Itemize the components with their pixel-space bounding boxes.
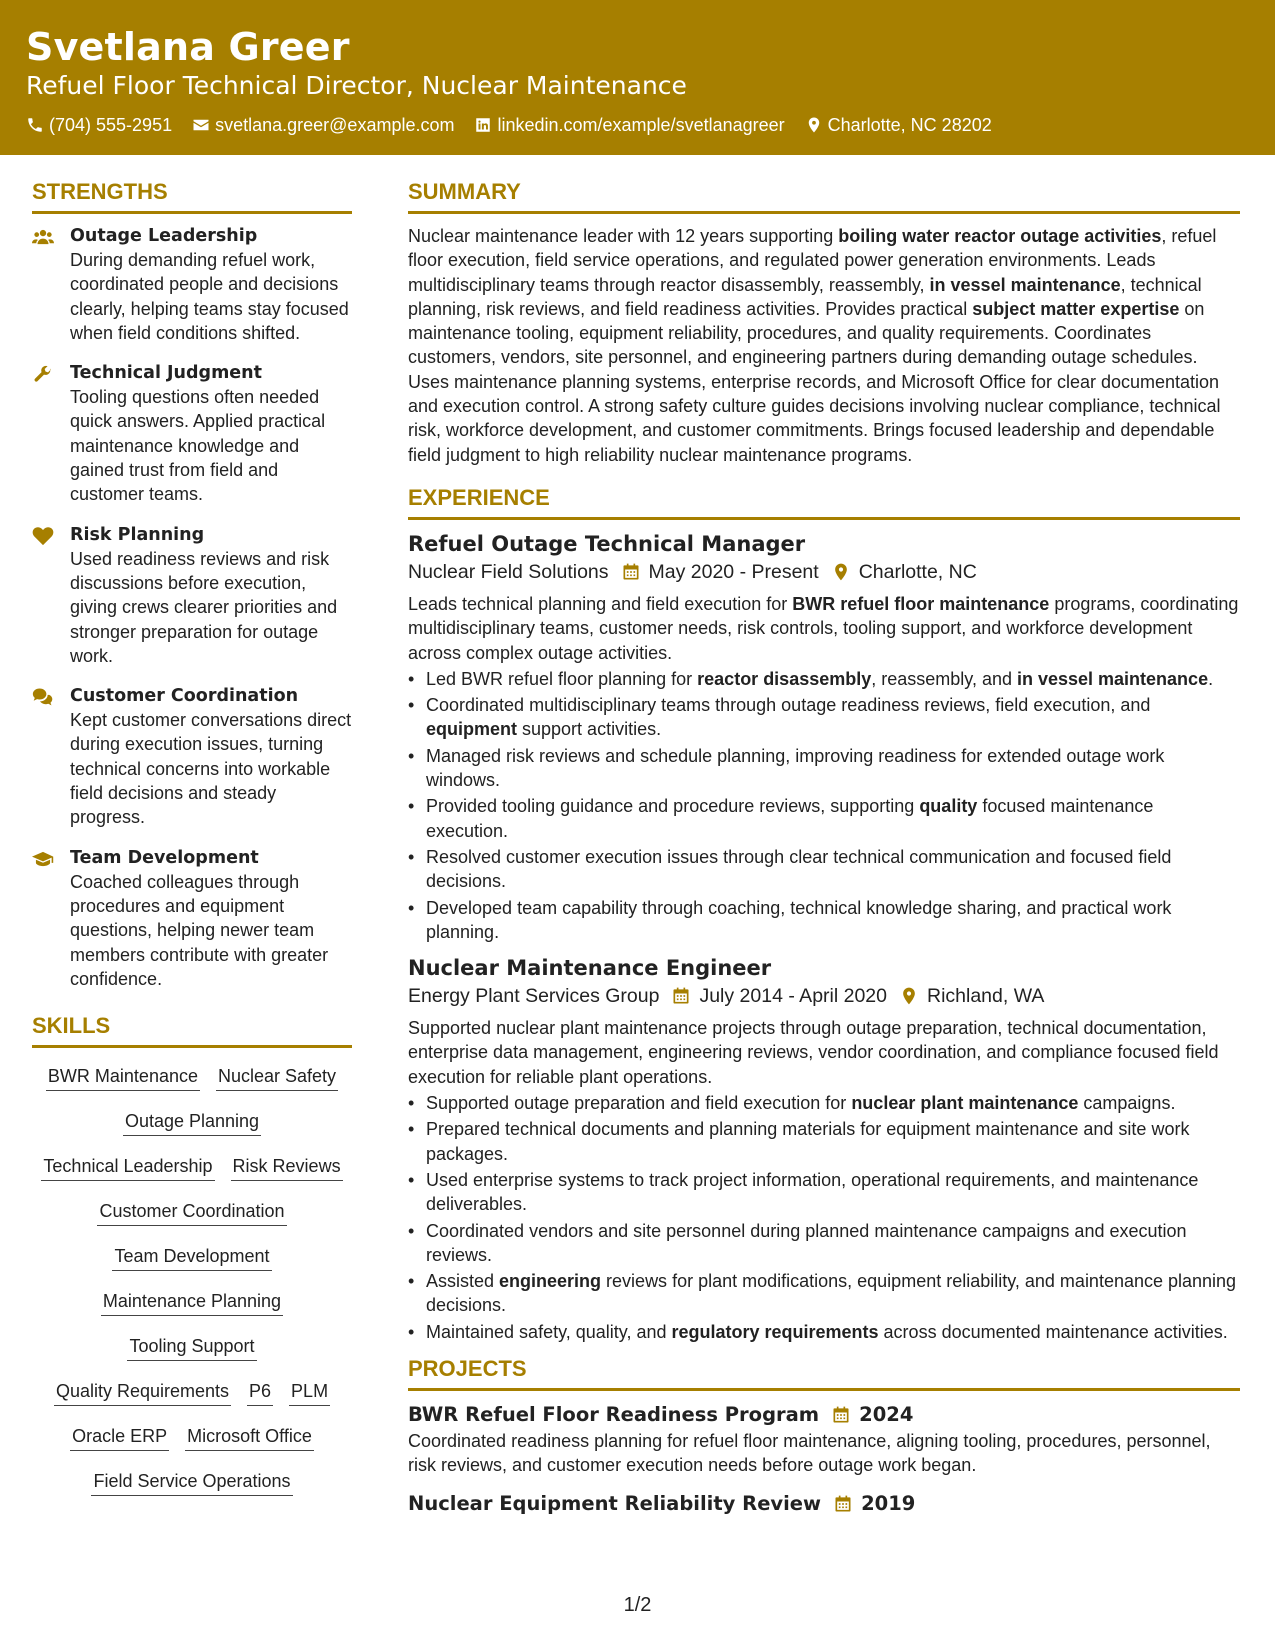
strength-title: Technical Judgment (70, 363, 262, 384)
map-marker-icon (899, 986, 919, 1006)
summary-text: Nuclear maintenance leader with 12 years supporting boiling water reactor outage activities, refuel floor execution, field service operations, and regulated power generation environments. Leads multidisciplinary teams through reactor disassembly, reassembly, in vessel maintenance, technical planning, risk reviews, and field readiness activities. Provides practical subject matter expertise on maintenance tooling, equipment reliability, procedures, and quality requirements. Coordinates customers, vendors, site personnel, and engineering partners during demanding outage schedules. Uses maintenance planning systems, enterprise records, and Microsoft Office for clear documentation and execution control. A strong safety culture guides decisions involving nuclear compliance, technical risk, workforce development, and customer commitments. Brings focused leadership and dependable field judgment to high reliability nuclear maintenance programs. (408, 226, 1221, 465)
skills-list (32, 1058, 352, 1496)
experience-heading: EXPERIENCE (408, 483, 1240, 520)
job-title: Nuclear Maintenance Engineer (408, 956, 772, 981)
strength-desc: Used readiness reviews and risk discussions before execution, giving crews clearer priorities and stronger preparation for outage work. (70, 548, 338, 666)
project-entry (408, 1490, 1240, 1518)
phone-icon (26, 116, 44, 134)
project-title: BWR Refuel Floor Readiness Program (408, 1402, 820, 1426)
bullet-item: • Developed team capability through coaching, technical knowledge sharing, and practical work planning. (426, 896, 1240, 945)
strength-title: Risk Planning (70, 524, 205, 545)
skill-tag: BWR Maintenance (46, 1064, 200, 1091)
job-dates: July 2014 - April 2020 (699, 985, 887, 1008)
bullet-item: • Coordinated multidisciplinary teams through outage readiness reviews, field execution, and equipment support activities. (426, 693, 1240, 742)
linkedin-icon (474, 116, 492, 134)
page-number: 1/2 (623, 1594, 652, 1616)
bullet-item: • Coordinated vendors and site personnel during planned maintenance campaigns and execution reviews. (426, 1219, 1240, 1268)
contact-phone[interactable] (26, 113, 172, 137)
candidate-title: Refuel Floor Technical Director, Nuclear Maintenance (26, 71, 687, 100)
linkedin-text: linkedin.com/example/svetlanagreer (497, 115, 785, 135)
bullet-item: • Managed risk reviews and schedule planning, improving readiness for extended outage work windows. (426, 744, 1240, 793)
strength-desc: Kept customer conversations direct during execution issues, turning technical concerns into workable field decisions and steady progress. (70, 710, 352, 828)
strength-desc: Tooling questions often needed quick answers. Applied practical maintenance knowledge and gained trust from field and customer teams. (70, 387, 326, 505)
heart-icon (32, 526, 54, 546)
skill-tag: Nuclear Safety (216, 1064, 338, 1091)
bullet-item: • Supported outage preparation and field execution for nuclear plant maintenance campaigns. (426, 1091, 1240, 1115)
bullet-item: • Provided tooling guidance and procedure reviews, supporting quality focused maintenance execution. (426, 794, 1240, 843)
project-title-row (408, 1490, 1240, 1518)
left-column (32, 177, 352, 1496)
skill-tag: Microsoft Office (185, 1424, 314, 1451)
candidate-name: Svetlana Greer (26, 25, 350, 69)
contact-location (805, 113, 992, 137)
job-location: Richland, WA (927, 985, 1045, 1008)
strength-title: Customer Coordination (70, 686, 299, 707)
bullet-item: • Assisted engineering reviews for plant modifications, equipment reliability, and maintenance planning decisions. (426, 1269, 1240, 1318)
resume-header (0, 0, 1275, 155)
skill-tag: Field Service Operations (91, 1469, 292, 1496)
skill-tag: Quality Requirements (54, 1379, 231, 1406)
project-description: Coordinated readiness planning for refuel floor maintenance, aligning tooling, procedures, personnel, risk reviews, and customer execution needs before outage work began. (408, 1430, 1211, 1476)
map-marker-icon (831, 562, 851, 582)
calendar-icon (831, 1405, 851, 1425)
summary-heading: SUMMARY (408, 177, 1240, 214)
contact-email[interactable] (192, 113, 454, 137)
phone-text: (704) 555-2951 (49, 115, 173, 135)
projects-heading: PROJECTS (408, 1354, 1240, 1391)
project-year: 2024 (859, 1402, 914, 1426)
job-dates: May 2020 - Present (648, 560, 819, 583)
job-title: Refuel Outage Technical Manager (408, 531, 806, 556)
right-column (408, 177, 1240, 1518)
project-year: 2019 (861, 1491, 916, 1515)
job-entry (408, 954, 1240, 1344)
project-entry (408, 1401, 1240, 1478)
skill-tag: Tooling Support (127, 1334, 256, 1361)
skill-tag: Team Development (112, 1244, 271, 1271)
job-company: Nuclear Field Solutions (408, 560, 609, 583)
wrench-icon (32, 364, 54, 384)
bullet-item: • Resolved customer execution issues through clear technical communication and focused field decisions. (426, 845, 1240, 894)
bullet-item: • Used enterprise systems to track project information, operational requirements, and maintenance deliverables. (426, 1168, 1240, 1217)
strength-title: Outage Leadership (70, 226, 258, 246)
job-meta (408, 982, 1240, 1010)
skill-tag: P6 (247, 1379, 273, 1406)
bullet-item: • Led BWR refuel floor planning for reactor disassembly, reassembly, and in vessel maintenance. (426, 667, 1240, 691)
contact-bar (26, 113, 1249, 137)
skill-tag: Maintenance Planning (101, 1289, 283, 1316)
strength-item (32, 684, 352, 829)
envelope-icon (192, 116, 210, 134)
job-company: Energy Plant Services Group (408, 985, 660, 1008)
skill-tag: Risk Reviews (231, 1154, 343, 1181)
calendar-icon (621, 562, 641, 582)
skill-tag: Customer Coordination (97, 1199, 286, 1226)
email-text: svetlana.greer@example.com (215, 115, 455, 135)
strengths-heading: STRENGTHS (32, 177, 352, 214)
calendar-icon (833, 1494, 853, 1514)
calendar-icon (671, 986, 691, 1006)
strength-item (32, 361, 352, 506)
bullet-item: • Maintained safety, quality, and regulatory requirements across documented maintenance activities. (426, 1320, 1240, 1344)
strength-item (32, 846, 352, 991)
job-meta (408, 558, 1240, 586)
bullet-item: • Prepared technical documents and planning materials for equipment maintenance and site work packages. (426, 1117, 1240, 1166)
strength-title: Team Development (70, 847, 259, 868)
map-marker-icon (805, 116, 823, 134)
strength-desc: Coached colleagues through procedures and equipment questions, helping newer team members contribute with greater confidence. (70, 871, 329, 989)
job-description: Leads technical planning and field execution for BWR refuel floor maintenance programs, coordinating multidisciplinary teams, customer needs, risk controls, tooling support, and workforce development across complex outage activities. (408, 593, 1239, 663)
job-bullets (408, 667, 1240, 944)
skill-tag: PLM (289, 1379, 330, 1406)
project-title: Nuclear Equipment Reliability Review (408, 1491, 822, 1515)
comments-icon (32, 687, 54, 707)
contact-linkedin[interactable] (474, 113, 784, 137)
skill-tag: Technical Leadership (41, 1154, 214, 1181)
skill-tag: Outage Planning (123, 1109, 261, 1136)
job-entry (408, 530, 1240, 944)
job-bullets (408, 1091, 1240, 1344)
users-icon (32, 227, 54, 247)
graduation-cap-icon (32, 849, 54, 869)
strength-desc: During demanding refuel work, coordinated people and decisions clearly, helping teams stay focused when field conditions shifted. (70, 250, 349, 343)
strength-item (32, 523, 352, 668)
strength-item (32, 224, 352, 345)
location-text: Charlotte, NC 28202 (827, 115, 992, 135)
job-location: Charlotte, NC (858, 560, 977, 583)
skills-heading: SKILLS (32, 1011, 352, 1048)
project-title-row (408, 1401, 1240, 1429)
skill-tag: Oracle ERP (70, 1424, 169, 1451)
job-description: Supported nuclear plant maintenance projects through outage preparation, technical documentation, enterprise data management, engineering reviews, vendor coordination, and compliance focused field execution for reliable plant operations. (408, 1018, 1219, 1087)
